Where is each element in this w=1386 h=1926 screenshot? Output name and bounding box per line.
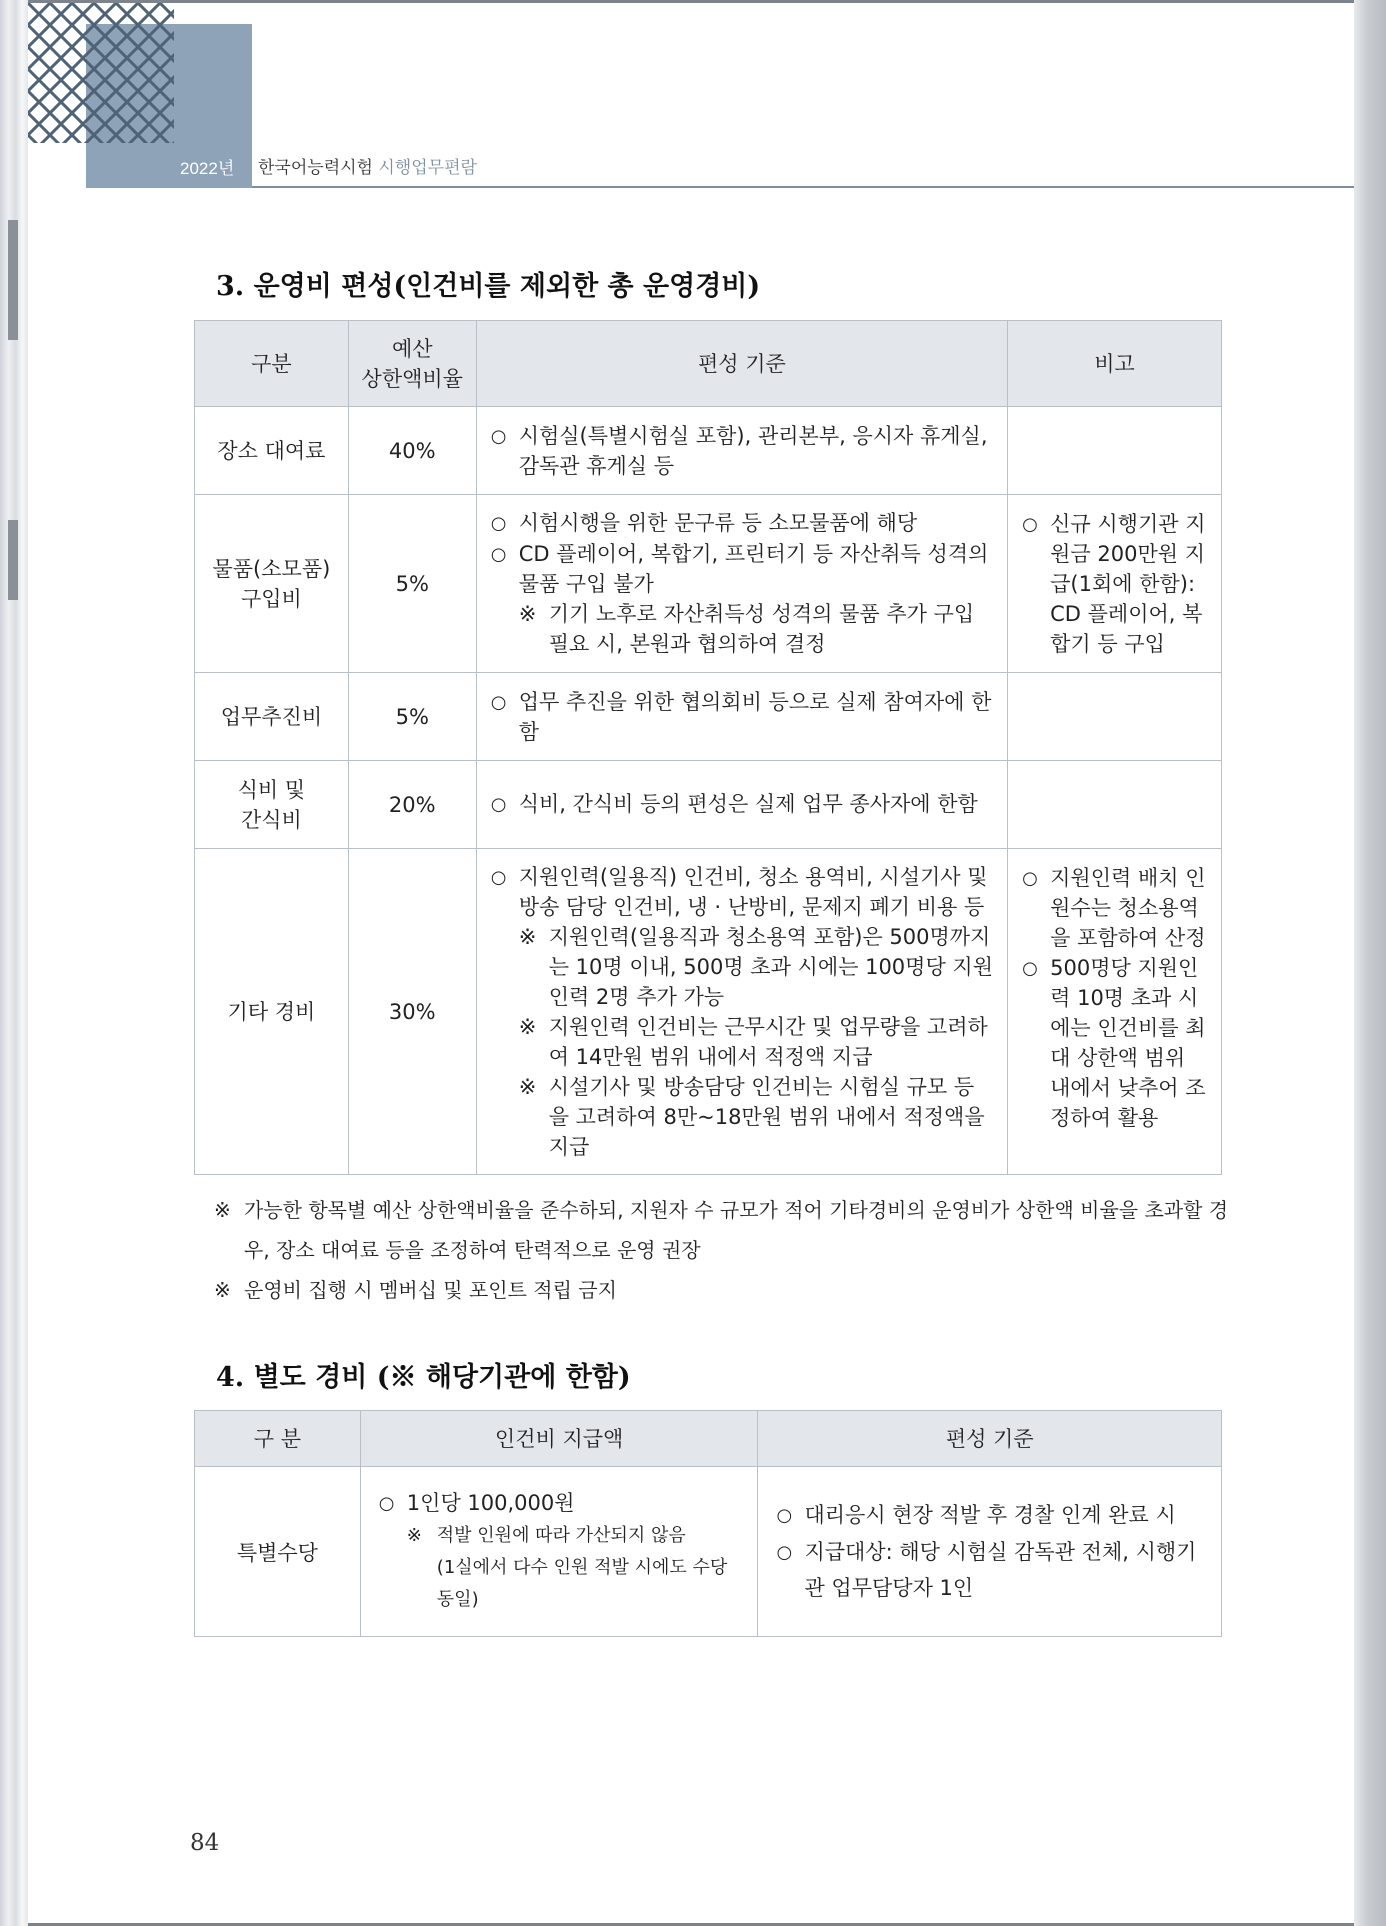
list-item bbox=[776, 1534, 1207, 1606]
book-right-edge bbox=[1354, 0, 1386, 1926]
category-cell: 업무추진비 bbox=[195, 673, 349, 761]
item-text: 적발 인원에 따라 가산되지 않음 bbox=[436, 1525, 686, 1546]
criteria-cell bbox=[476, 849, 1007, 1175]
page-top-border bbox=[28, 0, 1354, 3]
table-row bbox=[195, 1467, 1222, 1637]
list-item bbox=[491, 508, 993, 539]
table-row bbox=[195, 761, 1222, 849]
item-text: 지원인력(일용직과 청소용역 포함)은 500명까지는 10명 이내, 500명 초과 시에는 100명당 지원 인력 2명 추가 가능 bbox=[548, 924, 993, 1009]
note-item bbox=[491, 1012, 993, 1072]
bullet-mark: ○ bbox=[776, 1505, 793, 1526]
note-item bbox=[491, 599, 993, 659]
column-header-category: 구분 bbox=[195, 321, 349, 407]
budget-ratio-cell: 5% bbox=[348, 495, 476, 673]
item-text: 500명당 지원인력 10명 초과 시에는 인건비를 최대 상한액 범위 내에서 낮추어 조정하여 활용 bbox=[1050, 956, 1206, 1130]
item-text: 시험실(특별시험실 포함), 관리본부, 응시자 휴게실, 감독관 휴게실 등 bbox=[518, 423, 988, 478]
column-header-category: 구 분 bbox=[195, 1411, 361, 1467]
budget-ratio-cell: 5% bbox=[348, 673, 476, 761]
category-cell: 장소 대여료 bbox=[195, 407, 349, 495]
budget-ratio-cell: 40% bbox=[348, 407, 476, 495]
criteria-cell bbox=[476, 761, 1007, 849]
table-row bbox=[195, 849, 1222, 1175]
list-item bbox=[491, 539, 993, 599]
item-text: 지원인력(일용직) 인건비, 청소 용역비, 시설기사 및 방송 담당 인건비, 냉 · 난방비, 문제지 폐기 비용 등 bbox=[518, 864, 988, 919]
item-text: CD 플레이어, 복합기, 프린터기 등 자산취득 성격의 물품 구입 불가 bbox=[518, 542, 989, 596]
column-header-remarks: 비고 bbox=[1008, 321, 1222, 407]
remarks-cell bbox=[1008, 407, 1222, 495]
column-header-criteria: 편성 기준 bbox=[476, 321, 1007, 407]
column-header-amount: 인건비 지급액 bbox=[360, 1411, 758, 1467]
bullet-mark: ○ bbox=[378, 1493, 395, 1514]
note-mark: ※ bbox=[214, 1198, 231, 1222]
remarks-cell bbox=[1008, 849, 1222, 1175]
remarks-cell bbox=[1008, 495, 1222, 673]
list-item bbox=[491, 789, 993, 820]
criteria-cell bbox=[758, 1467, 1222, 1637]
note-mark: ※ bbox=[518, 924, 537, 949]
note-item bbox=[379, 1520, 744, 1552]
amount-cell bbox=[360, 1467, 758, 1637]
bullet-mark: ○ bbox=[490, 544, 507, 565]
note-mark: ※ bbox=[406, 1525, 422, 1546]
separate-expense-table bbox=[194, 1410, 1222, 1637]
budget-ratio-cell: 20% bbox=[348, 761, 476, 849]
header-lattice-pattern bbox=[28, 3, 174, 143]
operating-expense-table bbox=[194, 320, 1222, 1175]
bullet-mark: ○ bbox=[490, 691, 507, 713]
list-item bbox=[491, 687, 993, 747]
table-row bbox=[195, 495, 1222, 673]
category-cell: 특별수당 bbox=[195, 1467, 361, 1637]
category-cell: 물품(소모품) 구입비 bbox=[195, 495, 349, 673]
column-header-criteria: 편성 기준 bbox=[758, 1411, 1222, 1467]
edge-mark bbox=[8, 520, 18, 600]
header-title bbox=[258, 153, 477, 178]
header-rule bbox=[252, 186, 1354, 188]
remarks-cell bbox=[1008, 673, 1222, 761]
note-item bbox=[491, 922, 993, 1012]
item-text: 시설기사 및 방송담당 인건비는 시험실 규모 등을 고려하여 8만~18만원 범위 내에서 적정액을 지급 bbox=[548, 1074, 985, 1159]
note-item bbox=[491, 1072, 993, 1162]
item-text: 업무 추진을 위한 협의회비 등으로 실제 참여자에 한함 bbox=[518, 689, 992, 744]
list-item bbox=[491, 421, 993, 481]
footnote-text: 운영비 집행 시 멤버십 및 포인트 적립 금지 bbox=[244, 1278, 617, 1302]
bullet-mark: ○ bbox=[1022, 514, 1038, 535]
item-text: 시험시행을 위한 문구류 등 소모물품에 해당 bbox=[518, 511, 918, 535]
bullet-mark: ○ bbox=[1022, 958, 1038, 979]
item-text: 1인당 100,000원 bbox=[406, 1491, 575, 1515]
category-cell: 기타 경비 bbox=[195, 849, 349, 1175]
book-left-edge bbox=[0, 0, 28, 1926]
footnote bbox=[214, 1270, 1234, 1310]
note-mark: ※ bbox=[518, 1074, 537, 1099]
column-header-budget-ratio bbox=[348, 321, 476, 407]
footnote-text: 가능한 항목별 예산 상한액비율을 준수하되, 지원자 수 규모가 적어 기타경비의 운영비가 상한액 비율을 초과할 경우, 장소 대여료 등을 조정하여 탄력적으로 운영 권장 bbox=[244, 1198, 1229, 1262]
item-text: 지원인력 인건비는 근무시간 및 업무량을 고려하여 14만원 범위 내에서 적정액 지급 bbox=[548, 1014, 988, 1069]
header-title-main: 한국어능력시험 bbox=[258, 158, 373, 178]
header-year: 2022년 bbox=[180, 159, 235, 178]
bullet-mark: ○ bbox=[490, 866, 507, 888]
budget-ratio-cell: 30% bbox=[348, 849, 476, 1175]
column-header-budget-ratio-line1: 예산 bbox=[391, 336, 433, 361]
bullet-mark: ○ bbox=[490, 794, 507, 815]
note-mark: ※ bbox=[518, 1014, 537, 1039]
item-text: 지급대상: 해당 시험실 감독관 전체, 시행기관 업무담당자 1인 bbox=[804, 1540, 1197, 1600]
criteria-cell bbox=[476, 673, 1007, 761]
list-item bbox=[491, 862, 993, 922]
list-item bbox=[1022, 509, 1207, 659]
header-title-sub: 시행업무편람 bbox=[378, 158, 477, 178]
note-continuation: (1실에서 다수 인원 적발 시에도 수당 동일) bbox=[436, 1557, 728, 1610]
column-header-budget-ratio-line2: 상한액비율 bbox=[361, 366, 463, 391]
table-header-row bbox=[195, 1411, 1222, 1467]
list-item bbox=[1022, 863, 1207, 953]
footnote bbox=[214, 1190, 1234, 1270]
item-text: 신규 시행기관 지원금 200만원 지급(1회에 한함): CD 플레이어, 복합기 등 구입 bbox=[1050, 512, 1206, 656]
remarks-cell bbox=[1008, 761, 1222, 849]
bullet-mark: ○ bbox=[490, 425, 507, 447]
list-item bbox=[1022, 953, 1207, 1133]
table-row bbox=[195, 673, 1222, 761]
category-cell: 식비 및 간식비 bbox=[195, 761, 349, 849]
note-mark: ※ bbox=[214, 1278, 231, 1302]
item-text: 기기 노후로 자산취득성 성격의 물품 추가 구입 필요 시, 본원과 협의하여 결정 bbox=[548, 602, 975, 656]
section-4-title: 4. 별도 경비 (※ 해당기관에 한함) bbox=[216, 1362, 631, 1393]
bullet-mark: ○ bbox=[1022, 868, 1038, 889]
section-3-footnotes bbox=[214, 1190, 1234, 1310]
item-text: 대리응시 현장 적발 후 경찰 인계 완료 시 bbox=[804, 1503, 1176, 1527]
edge-mark bbox=[8, 220, 18, 340]
list-item bbox=[776, 1497, 1207, 1534]
criteria-cell bbox=[476, 407, 1007, 495]
table-header-row bbox=[195, 321, 1222, 407]
bullet-mark: ○ bbox=[776, 1542, 793, 1563]
item-text: 식비, 간식비 등의 편성은 실제 업무 종사자에 한함 bbox=[518, 792, 978, 816]
section-3-title: 3. 운영비 편성(인건비를 제외한 총 운영경비) bbox=[216, 271, 761, 302]
bullet-mark: ○ bbox=[490, 513, 507, 534]
note-mark: ※ bbox=[518, 602, 537, 626]
list-item bbox=[379, 1487, 744, 1520]
page-number: 84 bbox=[190, 1830, 220, 1856]
criteria-cell bbox=[476, 495, 1007, 673]
table-row bbox=[195, 407, 1222, 495]
item-text: 지원인력 배치 인원수는 청소용역을 포함하여 산정 bbox=[1050, 866, 1206, 950]
